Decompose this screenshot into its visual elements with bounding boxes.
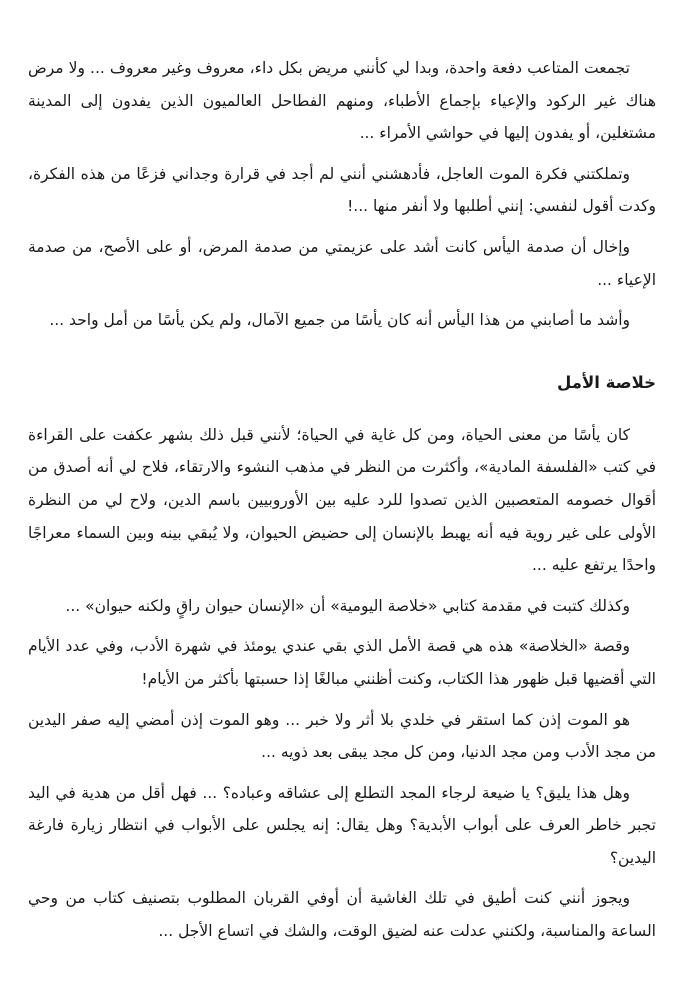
intro-paragraph-3: وإخال أن صدمة اليأس كانت أشد على عزيمتي من صدمة المرض، أو على الأصح، من صدمة الإعياء ...	[28, 237, 656, 289]
intro-paragraph-1: تجمعت المتاعب دفعة واحدة، وبدا لي كأنني مريض بكل داء، معروف وغير معروف ... ولا مرض هناك غير الركود والإعياء بإجماع الأطباء، ومنهم الفطاحل العالميون الذين يفدون إلى المدينة مشتغلين، أو يفدون إليها في حواشي الأمراء ...	[28, 59, 656, 143]
section-paragraph-1: كان يأسًا من معنى الحياة، ومن كل غاية في الحياة؛ لأنني قبل ذلك بشهر عكفت على القراءة في كتب «الفلسفة المادية»، وأكثرت من النظر في مذهب النشوء والارتقاء، فلاح لي أنه أصدق من أقوال خصومه المتعصبين الذين تصدوا للرد عليه بين الأوروبيين باسم الدين، ولاح لي من النظرة الأولى على غير روية فيه أنه يهبط بالإنسان إلى حضيض الحيوان، ولا يُبقي بينه وبين السماء معراجًا واحدًا يرتفع عليه ...	[28, 425, 656, 575]
section-paragraph-5: وهل هذا يليق؟ يا ضيعة لرجاء المجد التطلع إلى عشاقه وعباده؟ ... فهل أقل من هدية في اليد تجبر خاطر العرف على أبواب الأبدية؟ وهل يقال: إنه يجلس على الأبواب في انتظار زيارة فارغة اليدين؟	[28, 783, 656, 867]
section-paragraph-6: ويجوز أنني كنت أطيق في تلك الغاشية أن أوفي القربان المطلوب بتصنيف كتاب من وحي الساعة والمناسبة، ولكنني عدلت عنه لضيق الوقت، والشك في اتساع الأجل ...	[28, 889, 656, 941]
section-paragraph-3: وقصة «الخلاصة» هذه هي قصة الأمل الذي بقي عندي يومئذ في شهرة الأدب، وفي عدد الأيام التي أقضيها قبل ظهور هذا الكتاب، وكنت أظنني مبالغًا إذا حسبتها بأكثر من الأيام!	[28, 637, 656, 688]
intro-paragraph-2: وتملكتني فكرة الموت العاجل، فأدهشني أنني لم أجد في قرارة وجداني فزعًا من هذه الفكرة، وكدت أقول لنفسي: إنني أطلبها ولا أنفر منها ...!	[28, 164, 656, 216]
section-paragraph-4: هو الموت إذن كما استقر في خلدي بلا أثر ولا خبر ... وهو الموت إذن أمضي إليه صفر اليدين من مجد الأدب ومن مجد الدنيا، ومن كل مجد يبقى بعد ذويه ...	[28, 710, 656, 762]
section-paragraph-2: وكذلك كتبت في مقدمة كتابي «خلاصة اليومية» أن «الإنسان حيوان راقٍ ولكنه حيوان» ...	[65, 596, 630, 615]
intro-paragraph-4: وأشد ما أصابني من هذا اليأس أنه كان يأسًا من جميع الآمال، ولم يكن يأسًا من أمل واحد ...	[49, 311, 630, 330]
section-heading: خلاصة الأمل	[557, 372, 656, 392]
